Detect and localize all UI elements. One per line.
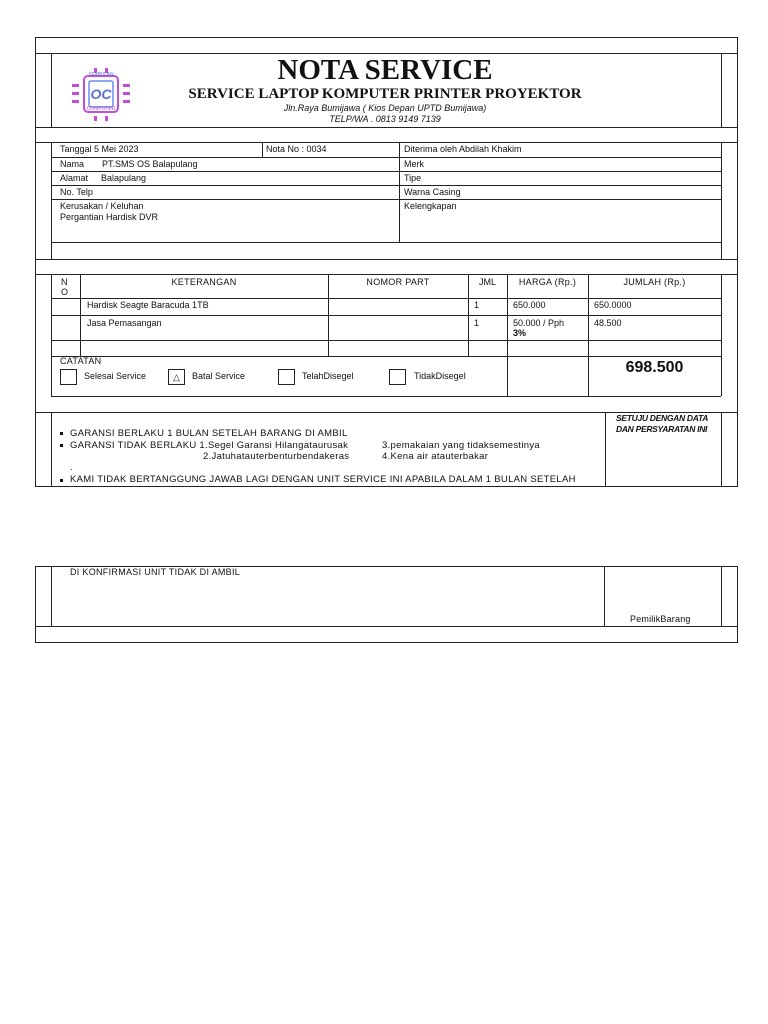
col-jumlah: JUMLAH (Rp.)	[623, 277, 686, 287]
col-no: N O	[61, 277, 69, 297]
nota-number: Nota No : 0034	[266, 144, 327, 154]
selesai-service-checkbox[interactable]	[60, 369, 77, 385]
col-harga: HARGA (Rp.)	[518, 277, 577, 287]
shop-phone: TELP/WA . 0813 9149 7139	[329, 114, 441, 124]
confirmation-text: DI KONFIRMASI UNIT TIDAK DI AMBIL	[70, 567, 241, 577]
garansi-line-4: KAMI TIDAK BERTANGGUNG JAWAB LAGI DENGAN UNIT SERVICE INI APABILA DALAM 1 BULAN SETELAH	[70, 474, 576, 485]
tipe-label: Tipe	[404, 173, 422, 183]
agreement-text: SETUJU DENGAN DATA DAN PERSYARATAN INI	[616, 413, 708, 434]
garansi-line-3b: 4.Kena air atauterbakar	[382, 451, 489, 462]
alamat-value: Balapulang	[101, 173, 147, 183]
garansi-line-3a: 2.Jatuhatauterbenturbendakeras	[203, 451, 350, 462]
batal-service-label: Batal Service	[192, 371, 246, 381]
telah-disegel-label: TelahDisegel	[302, 371, 354, 381]
row-harga: 50.000 / Pph	[513, 318, 565, 328]
page-subtitle: SERVICE LAPTOP KOMPUTER PRINTER PROYEKTOR	[188, 86, 582, 102]
shop-address: Jln.Raya Bumijawa ( Kios Depan UPTD Bumijawa)	[283, 103, 487, 113]
garansi-line-1: GARANSI BERLAKU 1 BULAN SETELAH BARANG DI AMBIL	[70, 428, 348, 439]
garansi-line-2a: GARANSI TIDAK BERLAKU 1.Segel Garansi Hilangataurusak	[70, 440, 349, 451]
grand-total: 698.500	[625, 359, 684, 376]
logo-bottom-text: COMPUTER	[86, 106, 116, 112]
col-keterangan: KETERANGAN	[171, 277, 237, 287]
kerusakan-value: Pergantian Hardisk DVR	[60, 212, 159, 222]
nama-label: Nama	[60, 159, 85, 169]
row-harga: 650.000	[513, 300, 546, 310]
row-harga-extra: 3%	[513, 328, 527, 338]
bullet-icon	[60, 479, 63, 482]
logo-top-text: SEMBILAN	[88, 72, 114, 78]
tidak-disegel-label: TidakDisegel	[414, 371, 466, 381]
tidak-disegel-checkbox[interactable]	[389, 369, 406, 385]
batal-service-checkbox[interactable]	[168, 369, 185, 385]
row-jumlah: 48.500	[594, 318, 622, 328]
telah-disegel-checkbox[interactable]	[278, 369, 295, 385]
received-by: Diterima oleh Abdilah Khakim	[404, 144, 522, 154]
kelengkapan-label: Kelengkapan	[404, 201, 457, 211]
bullet-icon	[60, 444, 63, 447]
col-jml: JML	[478, 277, 496, 287]
row-keterangan: Hardisk Seagte Baracuda 1TB	[87, 300, 209, 310]
owner-signature-label: PemilikBarang	[630, 614, 691, 624]
notes-dot: .	[70, 462, 73, 473]
col-nomor-part: NOMOR PART	[366, 277, 430, 287]
row-keterangan: Jasa Pemasangan	[87, 318, 162, 328]
row-jumlah: 650.0000	[594, 300, 632, 310]
alamat-label: Alamat	[60, 173, 89, 183]
bullet-icon	[60, 432, 63, 435]
catatan-label: CATATAN	[60, 356, 102, 366]
row-jml: 1	[474, 318, 480, 328]
tanggal-field: Tanggal 5 Mei 2023	[60, 144, 139, 154]
selesai-service-label: Selesai Service	[84, 371, 147, 381]
logo-mark: OC	[90, 86, 112, 102]
kerusakan-label: Kerusakan / Keluhan	[60, 201, 144, 211]
telp-label: No. Telp	[60, 187, 93, 197]
nama-value: PT.SMS OS Balapulang	[102, 159, 198, 169]
warna-label: Warna Casing	[404, 187, 461, 197]
merk-label: Merk	[404, 159, 424, 169]
row-jml: 1	[474, 300, 480, 310]
company-logo	[70, 68, 132, 122]
garansi-line-2b: 3.pemakaian yang tidaksemestinya	[382, 440, 540, 451]
page-title: NOTA SERVICE	[277, 54, 493, 86]
triangle-mark-icon: △	[173, 372, 180, 382]
